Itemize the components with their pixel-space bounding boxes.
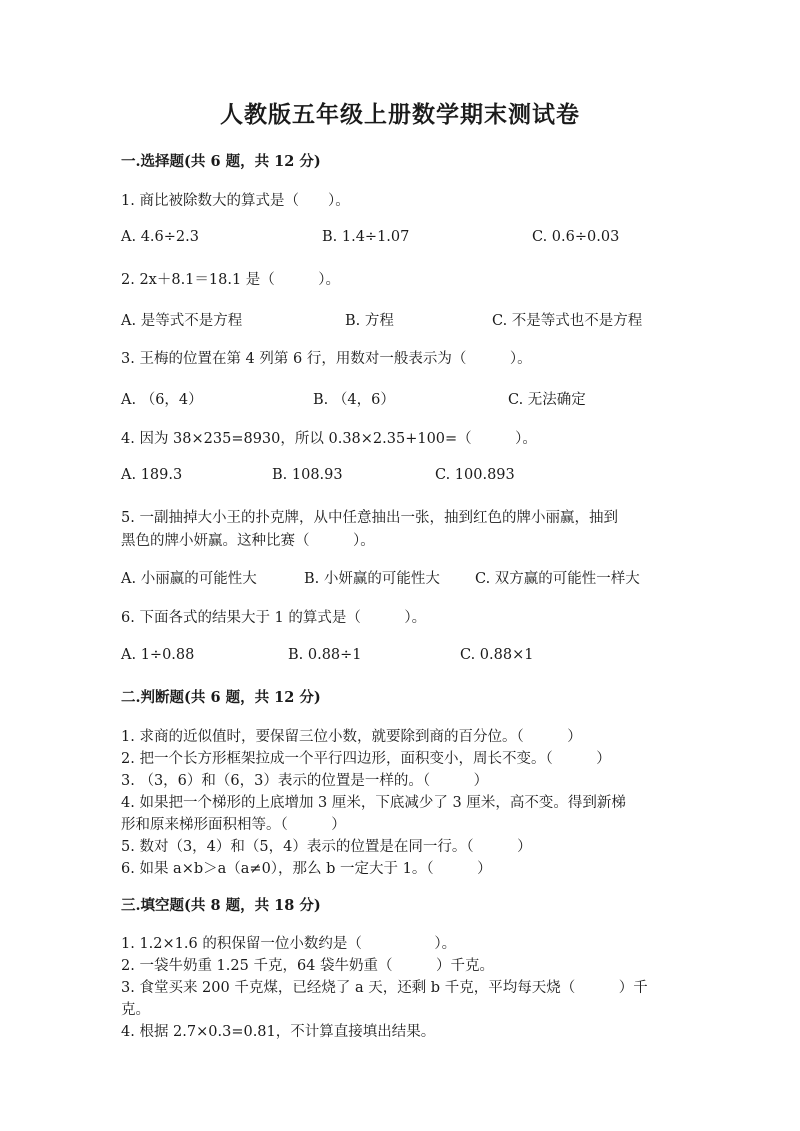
judgement-line-3: 3. （3，6）和（6，3）表示的位置是一样的。（ ） — [121, 773, 489, 789]
fill-line-5: 4. 根据 2.7×0.3=0.81，不计算直接填出结果。 — [121, 1024, 436, 1040]
option-3a: A. （6，4） — [121, 392, 203, 408]
option-5b: B. 小妍赢的可能性大 — [304, 571, 440, 587]
option-2a: A. 是等式不是方程 — [121, 313, 243, 329]
option-6c: C. 0.88×1 — [460, 647, 534, 663]
page-title: 人教版五年级上册数学期末测试卷 — [220, 101, 580, 128]
fill-line-2: 2. 一袋牛奶重 1.25 千克，64 袋牛奶重（ ）千克。 — [121, 958, 495, 974]
option-5c: C. 双方赢的可能性一样大 — [475, 571, 640, 587]
option-4a: A. 189.3 — [121, 467, 183, 483]
question-1: 1. 商比被除数大的算式是（ ）。 — [121, 193, 350, 209]
judgement-line-7: 6. 如果 a×b＞a（a≠0），那么 b 一定大于 1。（ ） — [121, 861, 492, 877]
option-5a: A. 小丽赢的可能性大 — [121, 571, 257, 587]
question-3: 3. 王梅的位置在第 4 列第 6 行，用数对一般表示为（ ）。 — [121, 351, 532, 367]
judgement-line-5: 形和原来梯形面积相等。（ ） — [121, 817, 346, 833]
question-6: 6. 下面各式的结果大于 1 的算式是（ ）。 — [121, 610, 427, 626]
section-heading-fill: 三.填空题(共 8 题，共 18 分) — [121, 897, 321, 914]
option-4c: C. 100.893 — [435, 467, 515, 483]
question-4: 4. 因为 38×235=8930，所以 0.38×2.35+100=（ ）。 — [121, 431, 537, 447]
option-2b: B. 方程 — [345, 313, 394, 329]
judgement-line-2: 2. 把一个长方形框架拉成一个平行四边形，面积变小，周长不变。（ ） — [121, 751, 611, 767]
question-5-line-2: 黑色的牌小妍赢。这种比赛（ ）。 — [121, 533, 375, 549]
option-4b: B. 108.93 — [272, 467, 343, 483]
option-6a: A. 1÷0.88 — [121, 647, 195, 663]
option-1b: B. 1.4÷1.07 — [322, 229, 410, 245]
option-3c: C. 无法确定 — [508, 392, 586, 408]
question-5-line-1: 5. 一副抽掉大小王的扑克牌，从中任意抽出一张，抽到红色的牌小丽赢，抽到 — [121, 510, 618, 526]
fill-line-3: 3. 食堂买来 200 千克煤，已经烧了 a 天，还剩 b 千克，平均每天烧（ ）千 — [121, 980, 648, 996]
question-2: 2. 2x＋8.1＝18.1 是（ ）。 — [121, 272, 341, 288]
fill-line-1: 1. 1.2×1.6 的积保留一位小数约是（ ）。 — [121, 936, 457, 952]
section-heading-choice: 一.选择题(共 6 题，共 12 分) — [121, 153, 321, 170]
option-1a: A. 4.6÷2.3 — [121, 229, 199, 245]
judgement-line-6: 5. 数对（3，4）和（5，4）表示的位置是在同一行。（ ） — [121, 839, 532, 855]
option-2c: C. 不是等式也不是方程 — [492, 313, 643, 329]
judgement-line-4: 4. 如果把一个梯形的上底增加 3 厘米，下底减少了 3 厘米，高不变。得到新梯 — [121, 795, 626, 811]
fill-line-4: 克。 — [121, 1002, 150, 1018]
option-6b: B. 0.88÷1 — [288, 647, 362, 663]
option-1c: C. 0.6÷0.03 — [532, 229, 620, 245]
section-heading-judgement: 二.判断题(共 6 题，共 12 分) — [121, 689, 321, 706]
judgement-line-1: 1. 求商的近似值时，要保留三位小数，就要除到商的百分位。（ ） — [121, 729, 582, 745]
option-3b: B. （4，6） — [313, 392, 395, 408]
